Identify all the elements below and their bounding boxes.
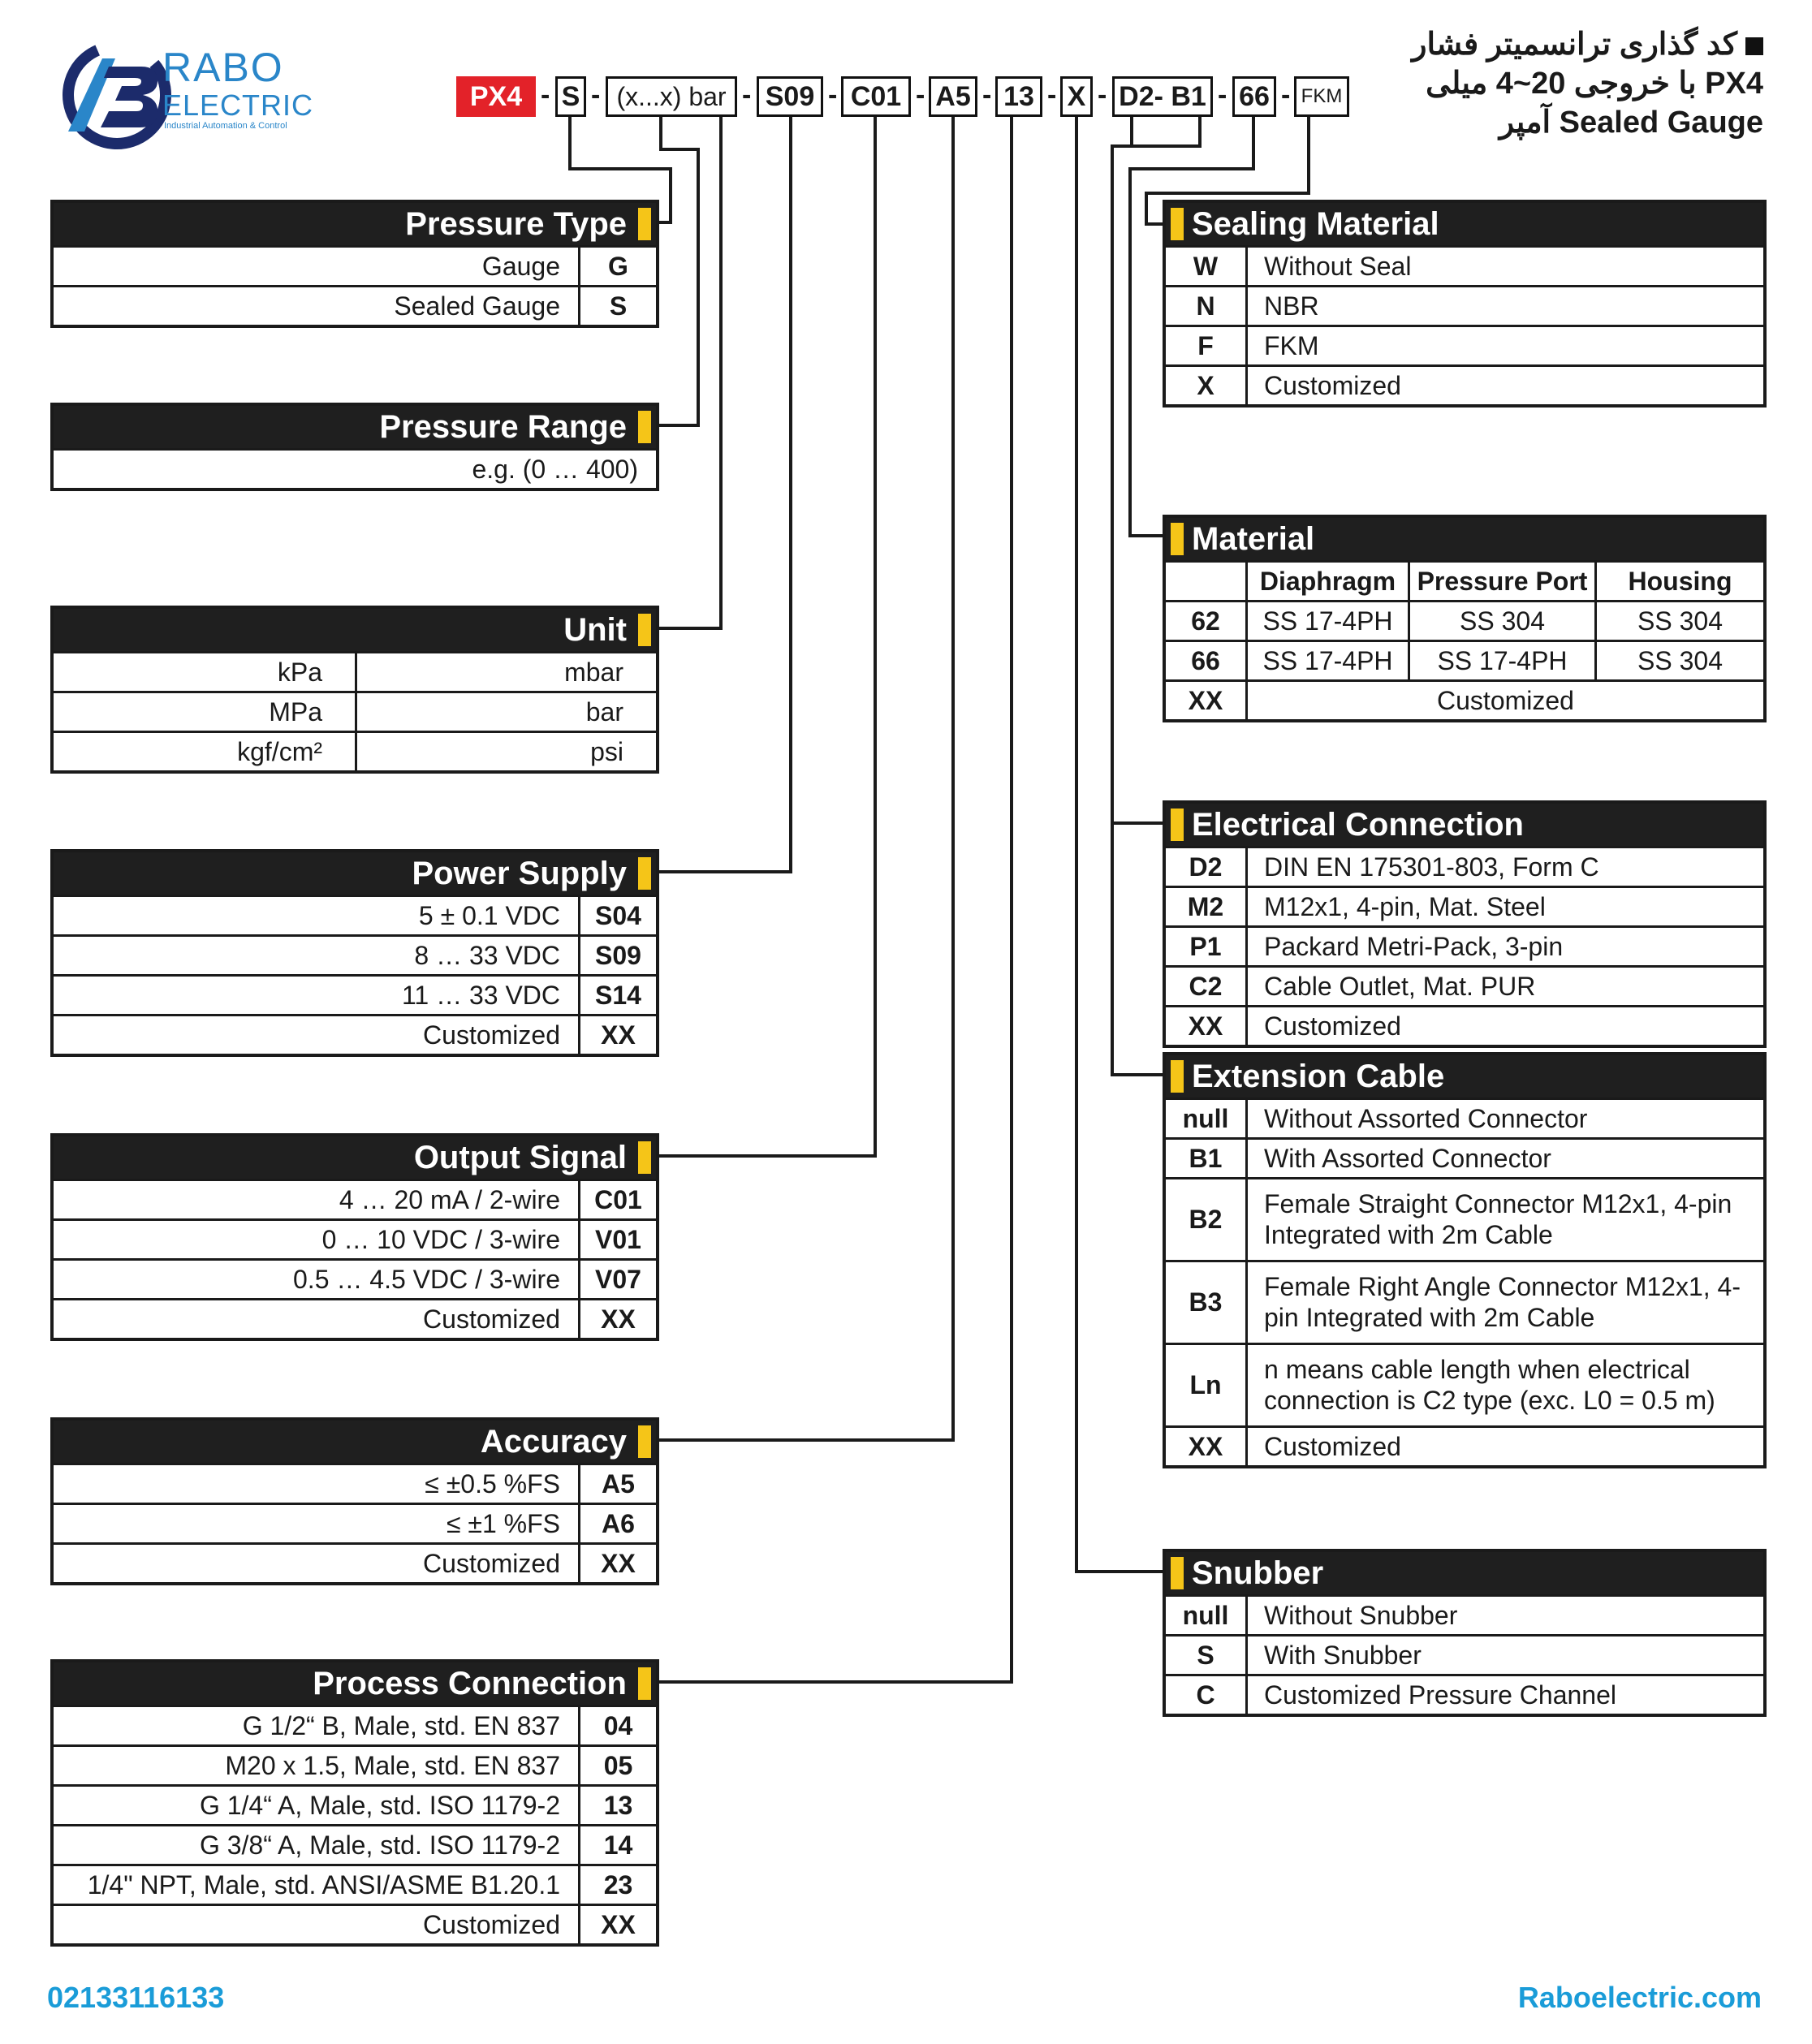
- row-desc: NBR: [1245, 287, 1763, 325]
- table-row: [1166, 245, 1763, 285]
- footer-website[interactable]: Raboelectric.com: [1517, 1981, 1762, 2014]
- table-row: [54, 1014, 656, 1054]
- row-desc: 11 … 33 VDC: [401, 980, 560, 1010]
- row-desc: FKM: [1245, 327, 1763, 364]
- row-desc: Customized: [1245, 367, 1763, 404]
- yellow-marker-icon: [1171, 208, 1184, 240]
- table-row: [1166, 1634, 1763, 1674]
- row-desc: Customized: [1245, 682, 1763, 719]
- table-row: [54, 1218, 656, 1258]
- unit-table: [50, 606, 659, 774]
- row-code: 23: [578, 1866, 656, 1904]
- accuracy-table: [50, 1417, 659, 1585]
- brand-name-bottom: ELECTRIC: [162, 88, 314, 122]
- row-desc: M12x1, 4-pin, Mat. Steel: [1245, 888, 1763, 925]
- row-desc: G 3/8“ A, Male, std. ISO 1179-2: [199, 1830, 560, 1860]
- row-desc: ≤ ±1 %FS: [446, 1508, 560, 1538]
- code-process-connection: 13: [995, 76, 1042, 117]
- table-row: [1166, 1177, 1763, 1260]
- row-desc: n means cable length when electrical connection is C2 type (exc. L0 = 0.5 m): [1245, 1345, 1763, 1425]
- process-connection-title: Process Connection: [313, 1666, 627, 1701]
- code-sep: -: [982, 80, 992, 110]
- table-row: [54, 1864, 656, 1904]
- table-row: [1166, 285, 1763, 325]
- row-code: XX: [1188, 1011, 1223, 1041]
- blank-cell: [1166, 563, 1245, 600]
- electrical-connection-title: Electrical Connection: [1192, 807, 1524, 843]
- row-code: XX: [1188, 685, 1223, 715]
- row-desc: With Snubber: [1245, 1636, 1763, 1674]
- row-code: V01: [578, 1221, 656, 1258]
- row-desc: Packard Metri-Pack, 3-pin: [1245, 928, 1763, 965]
- column-header: Pressure Port: [1408, 563, 1594, 600]
- table-row: [1166, 1005, 1763, 1045]
- rabo-logo-icon: [52, 34, 174, 156]
- table-row: [54, 448, 656, 488]
- row-desc: Customized: [423, 1548, 560, 1578]
- code-output-signal: C01: [841, 76, 911, 117]
- sealing-material-header: [1166, 203, 1763, 245]
- table-row: [54, 934, 656, 974]
- sealing-material-table: [1163, 200, 1767, 408]
- table-row: [54, 1258, 656, 1298]
- code-electrical: D2- B1: [1112, 76, 1213, 117]
- row-code: 04: [578, 1707, 656, 1744]
- row-desc: Customized: [423, 1909, 560, 1939]
- row-code: W: [1193, 251, 1219, 281]
- row-desc: 5 ± 0.1 VDC: [418, 900, 560, 930]
- table-row: [1166, 1097, 1763, 1137]
- output-signal-table: [50, 1133, 659, 1341]
- row-code: 66: [1191, 645, 1220, 675]
- row-desc: 1/4" NPT, Male, std. ANSI/ASME B1.20.1: [87, 1869, 560, 1900]
- row-desc: 8 … 33 VDC: [414, 940, 560, 970]
- title-line-2: PX4 با خروجی 20~4 میلی: [1426, 67, 1763, 101]
- table-row: [54, 1463, 656, 1503]
- yellow-marker-icon: [638, 614, 651, 646]
- row-desc: Female Straight Connector M12x1, 4-pin Integrated with 2m Cable: [1245, 1179, 1763, 1260]
- row-code: 13: [578, 1787, 656, 1824]
- table-row: [1166, 1425, 1763, 1465]
- code-sep: -: [1047, 80, 1057, 110]
- table-row: [54, 731, 656, 770]
- table-row: [1166, 886, 1763, 925]
- code-power-supply: S09: [757, 76, 823, 117]
- code-material: 66: [1232, 76, 1276, 117]
- yellow-marker-icon: [638, 1141, 651, 1174]
- row-code: C2: [1189, 971, 1223, 1001]
- row-desc: Cable Outlet, Mat. PUR: [1245, 968, 1763, 1005]
- code-sep: -: [1281, 80, 1291, 110]
- row-desc: Customized: [423, 1020, 560, 1050]
- table-row: [54, 691, 656, 731]
- row-desc: 0 … 10 VDC / 3-wire: [321, 1224, 560, 1254]
- row-port: SS 17-4PH: [1408, 642, 1594, 679]
- row-code: F: [1197, 330, 1214, 360]
- table-row: [54, 1784, 656, 1824]
- row-code: G: [578, 248, 656, 285]
- row-desc: With Assorted Connector: [1245, 1140, 1763, 1177]
- row-desc: Customized: [1245, 1428, 1763, 1465]
- yellow-marker-icon: [638, 208, 651, 240]
- yellow-marker-icon: [1171, 1557, 1184, 1589]
- table-row: [54, 1542, 656, 1582]
- row-diaphragm: SS 17-4PH: [1245, 602, 1408, 640]
- row-code: B3: [1189, 1287, 1223, 1317]
- row-code: A6: [578, 1505, 656, 1542]
- row-desc: Sealed Gauge: [394, 291, 560, 321]
- brand-tagline: Industrial Automation & Control: [164, 121, 287, 131]
- table-row: [1166, 679, 1763, 719]
- title-line-3: Sealed Gauge آمپر: [1499, 106, 1763, 140]
- unit-option: mbar: [355, 653, 656, 691]
- table-row: [1166, 965, 1763, 1005]
- snubber-table: [1163, 1549, 1767, 1717]
- unit-option: kPa: [277, 657, 322, 687]
- row-port: SS 304: [1408, 602, 1594, 640]
- row-code: C01: [578, 1181, 656, 1218]
- row-code: B2: [1189, 1205, 1223, 1234]
- code-sep: -: [591, 80, 601, 110]
- code-sep: -: [828, 80, 838, 110]
- row-desc: Without Seal: [1245, 248, 1763, 285]
- table-row: [54, 1904, 656, 1943]
- pressure-range-example: e.g. (0 … 400): [472, 454, 638, 484]
- code-seal: FKM: [1294, 76, 1349, 117]
- table-row: [54, 974, 656, 1014]
- process-connection-table: [50, 1659, 659, 1947]
- code-sep: -: [1098, 80, 1107, 110]
- table-row: [54, 895, 656, 934]
- unit-header: [54, 609, 656, 651]
- table-row: [1166, 600, 1763, 640]
- unit-option: MPa: [269, 696, 322, 727]
- unit-title: Unit: [563, 612, 627, 648]
- process-connection-header: [54, 1662, 656, 1705]
- yellow-marker-icon: [1171, 1060, 1184, 1093]
- pressure-type-table: [50, 200, 659, 328]
- row-code: Ln: [1189, 1370, 1222, 1399]
- yellow-marker-icon: [1171, 809, 1184, 841]
- row-housing: SS 304: [1594, 642, 1763, 679]
- electrical-connection-header: [1166, 804, 1763, 846]
- table-row: [54, 651, 656, 691]
- yellow-marker-icon: [638, 411, 651, 443]
- row-desc: Without Assorted Connector: [1245, 1100, 1763, 1137]
- code-sep: -: [1218, 80, 1227, 110]
- row-desc: M20 x 1.5, Male, std. EN 837: [225, 1750, 560, 1780]
- table-row: [1166, 1260, 1763, 1343]
- table-row: [1166, 640, 1763, 679]
- column-header: Diaphragm: [1245, 563, 1408, 600]
- code-sep: -: [541, 80, 550, 110]
- table-row: [1166, 925, 1763, 965]
- table-row: [1166, 1594, 1763, 1634]
- yellow-marker-icon: [638, 857, 651, 890]
- pressure-type-title: Pressure Type: [405, 206, 627, 242]
- row-code: null: [1182, 1600, 1229, 1630]
- pressure-type-header: [54, 203, 656, 245]
- row-desc: Customized: [423, 1304, 560, 1334]
- table-row: [1166, 1343, 1763, 1425]
- accuracy-header: [54, 1421, 656, 1463]
- row-code: A5: [578, 1465, 656, 1503]
- table-row: [54, 1705, 656, 1744]
- brand-name-top: RABO: [162, 45, 284, 90]
- table-row: [1166, 364, 1763, 404]
- column-header: Housing: [1594, 563, 1763, 600]
- unit-option: kgf/cm²: [237, 736, 322, 766]
- code-accuracy: A5: [929, 76, 977, 117]
- row-code: C: [1196, 1680, 1215, 1710]
- row-desc: Without Snubber: [1245, 1597, 1763, 1634]
- row-code: P1: [1189, 931, 1222, 961]
- output-signal-title: Output Signal: [413, 1140, 627, 1175]
- row-code: 05: [578, 1747, 656, 1784]
- pressure-range-title: Pressure Range: [379, 409, 627, 445]
- yellow-marker-icon: [638, 1425, 651, 1458]
- power-supply-title: Power Supply: [412, 856, 627, 891]
- unit-option: psi: [355, 733, 656, 770]
- row-code: 62: [1191, 606, 1220, 636]
- row-desc: Customized Pressure Channel: [1245, 1676, 1763, 1714]
- table-row: [1166, 1674, 1763, 1714]
- accuracy-title: Accuracy: [480, 1424, 627, 1460]
- electrical-connection-table: [1163, 800, 1767, 1048]
- code-model: PX4: [456, 76, 536, 117]
- snubber-title: Snubber: [1192, 1555, 1324, 1591]
- row-desc: G 1/2“ B, Male, std. EN 837: [242, 1710, 560, 1740]
- row-code: XX: [578, 1906, 656, 1943]
- row-code: S09: [578, 937, 656, 974]
- table-row: [54, 1179, 656, 1218]
- extension-cable-title: Extension Cable: [1192, 1059, 1445, 1094]
- power-supply-table: [50, 849, 659, 1057]
- material-table: [1163, 515, 1767, 722]
- row-code: XX: [578, 1300, 656, 1338]
- row-code: B1: [1189, 1143, 1223, 1173]
- row-code: S: [578, 287, 656, 325]
- snubber-header: [1166, 1552, 1763, 1594]
- code-sep: -: [742, 80, 752, 110]
- sealing-material-title: Sealing Material: [1192, 206, 1439, 242]
- material-header: [1166, 518, 1763, 560]
- row-code: S: [1197, 1640, 1214, 1670]
- row-diaphragm: SS 17-4PH: [1245, 642, 1408, 679]
- code-sep: -: [916, 80, 925, 110]
- row-code: S04: [578, 897, 656, 934]
- code-pressure-type: S: [555, 76, 586, 117]
- row-desc: Female Right Angle Connector M12x1, 4-pin Integrated with 2m Cable: [1245, 1262, 1763, 1343]
- row-desc: G 1/4“ A, Male, std. ISO 1179-2: [199, 1790, 560, 1820]
- extension-cable-header: [1166, 1055, 1763, 1097]
- row-desc: 0.5 … 4.5 VDC / 3-wire: [293, 1264, 560, 1294]
- row-code: 14: [578, 1826, 656, 1864]
- output-signal-header: [54, 1136, 656, 1179]
- title-line-1-text: کد گذاری ترانسمیتر فشار: [1412, 28, 1737, 62]
- row-housing: SS 304: [1594, 602, 1763, 640]
- yellow-marker-icon: [1171, 523, 1184, 555]
- table-row: [1166, 325, 1763, 364]
- footer-phone[interactable]: 02133116133: [47, 1981, 225, 2014]
- table-row: [54, 245, 656, 285]
- extension-cable-table: [1163, 1052, 1767, 1468]
- table-row: [1166, 846, 1763, 886]
- row-desc: Gauge: [481, 251, 560, 281]
- row-code: X: [1197, 370, 1214, 400]
- table-row: [54, 1298, 656, 1338]
- row-code: S14: [578, 977, 656, 1014]
- row-code: N: [1196, 291, 1215, 321]
- row-code: XX: [1188, 1431, 1223, 1461]
- code-snubber: X: [1060, 76, 1093, 117]
- row-code: M2: [1187, 891, 1224, 921]
- unit-option: bar: [355, 693, 656, 731]
- row-code: XX: [578, 1016, 656, 1054]
- title-line-1: [1412, 28, 1763, 63]
- yellow-marker-icon: [638, 1667, 651, 1700]
- pressure-range-header: [54, 406, 656, 448]
- power-supply-header: [54, 852, 656, 895]
- row-code: null: [1182, 1103, 1229, 1133]
- material-title: Material: [1192, 521, 1315, 557]
- row-code: D2: [1189, 852, 1223, 882]
- table-row: [54, 285, 656, 325]
- row-desc: ≤ ±0.5 %FS: [425, 1468, 560, 1499]
- code-pressure-range: (x...x) bar: [606, 76, 737, 117]
- table-row: [1166, 1137, 1763, 1177]
- table-row: [54, 1824, 656, 1864]
- row-desc: 4 … 20 mA / 2-wire: [339, 1184, 560, 1214]
- table-row: [54, 1503, 656, 1542]
- row-desc: DIN EN 175301-803, Form C: [1245, 848, 1763, 886]
- row-code: XX: [578, 1545, 656, 1582]
- pressure-range-table: [50, 403, 659, 491]
- bullet-square-icon: [1745, 37, 1763, 55]
- row-code: V07: [578, 1261, 656, 1298]
- table-row: [54, 1744, 656, 1784]
- row-desc: Customized: [1245, 1007, 1763, 1045]
- table-header-row: [1166, 560, 1763, 600]
